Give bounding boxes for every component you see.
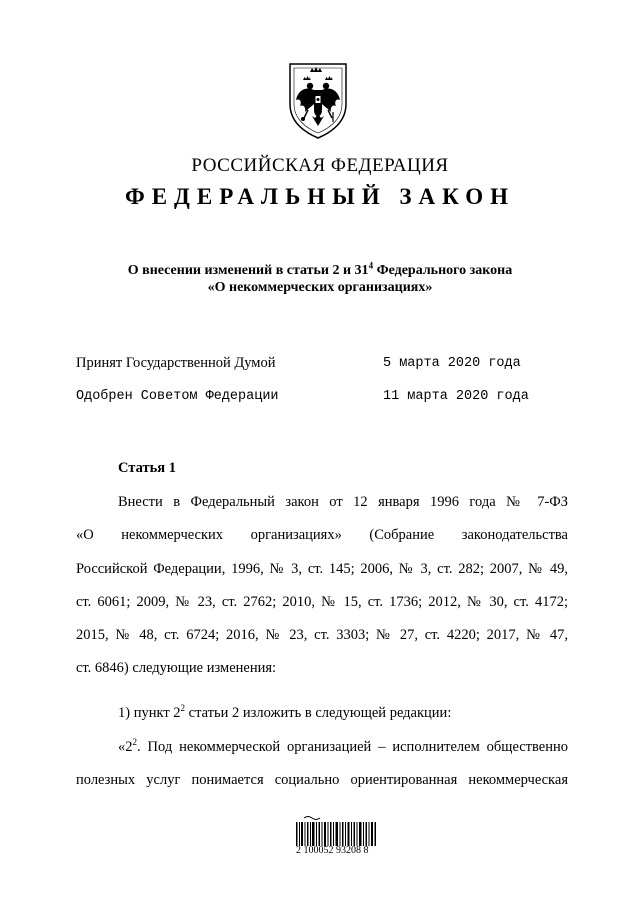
coat-of-arms-icon xyxy=(286,60,350,140)
text-line: полезных услуг понимается социально ориентированная некоммерческая xyxy=(76,772,568,789)
article-heading: Статья 1 xyxy=(118,460,176,476)
text-line: «О некоммерческих организациях» (Собрание законодательства xyxy=(76,527,568,544)
council-approval-label: Одобрен Советом Федерации xyxy=(76,389,279,404)
text-line: Внести в Федеральный закон от 12 января 1996 года № 7-ФЗ xyxy=(118,494,568,510)
text-line: 1) пункт $2^2$ статьи 2 изложить в следующей редакции: xyxy=(118,703,452,721)
council-approval-date: 11 марта 2020 года xyxy=(383,389,529,404)
text-line: ст. 6061; 2009, № 23, ст. 2762; 2010, № 15, ст. 1736; 2012, № 30, ст. 4172; xyxy=(76,593,568,610)
barcode-number: 2 100052 93208 8 xyxy=(296,845,369,856)
law-title-line-2: «О некоммерческих организациях» xyxy=(207,280,433,295)
article-item-1 xyxy=(76,697,568,730)
article-intro-paragraph xyxy=(76,486,568,686)
text-line: ст. 6846) следующие изменения: xyxy=(76,660,277,677)
barcode-icon xyxy=(296,816,376,846)
text-line: Российской Федерации, 1996, № 3, ст. 145; 2006, № 3, ст. 282; 2007, № 49, xyxy=(76,560,568,577)
duma-adoption-date: 5 марта 2020 года xyxy=(383,356,521,371)
duma-adoption-label: Принят Государственной Думой xyxy=(76,355,276,371)
law-title-line-1: О внесении изменений в статьи 2 и $31^4$ Федерального закона xyxy=(127,260,513,278)
quoted-definition-paragraph xyxy=(76,731,568,798)
text-line: «$2^2$. Под некоммерческой организацией – исполнителем общественно xyxy=(118,737,568,755)
text-line: 2015, № 48, ст. 6724; 2016, № 23, ст. 3303; № 27, ст. 4220; 2017, № 47, xyxy=(76,627,568,644)
document-type-heading: ФЕДЕРАЛЬНЫЙ ЗАКОН xyxy=(124,184,516,209)
law-title xyxy=(0,262,640,296)
country-heading: РОССИЙСКАЯ ФЕДЕРАЦИЯ xyxy=(191,155,449,176)
